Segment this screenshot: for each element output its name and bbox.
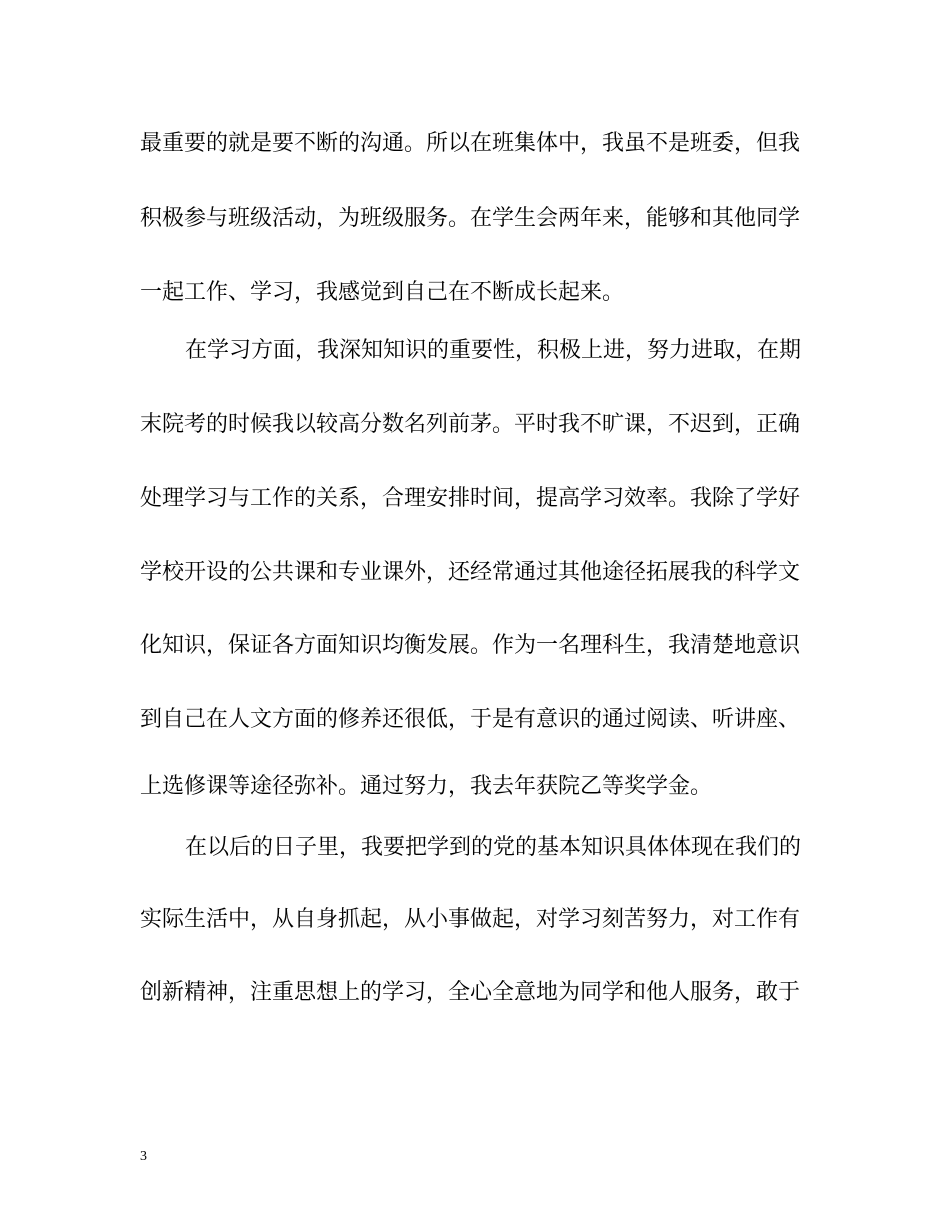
text-line-9: 到自己在人文方面的修养还很低，于是有意识的通过阅读、听讲座、 [140, 707, 800, 732]
text-line-12: 实际生活中，从自身抓起，从小事做起，对学习刻苦努力，对工作有 [140, 907, 800, 932]
text-line-2: 积极参与班级活动，为班级服务。在学生会两年来，能够和其他同学 [140, 206, 800, 231]
text-line-5: 末院考的时候我以较高分数名列前茅。平时我不旷课，不迟到，正确 [140, 412, 800, 437]
text-line-10: 上选修课等途径弥补。通过努力，我去年获院乙等奖学金。 [140, 774, 713, 799]
text-line-7: 学校开设的公共课和专业课外，还经常通过其他途径拓展我的科学文 [140, 560, 800, 585]
page-number: 3 [140, 1149, 147, 1164]
paragraph-start-line-11: 在以后的日子里，我要把学到的党的基本知识具体体现在我们的 [185, 835, 802, 860]
text-line-13: 创新精神，注重思想上的学习，全心全意地为同学和他人服务，敢于 [140, 980, 800, 1005]
text-line-8: 化知识，保证各方面知识均衡发展。作为一名理科生，我清楚地意识 [140, 633, 800, 658]
text-line-6: 处理学习与工作的关系，合理安排时间，提高学习效率。我除了学好 [140, 486, 800, 511]
text-line-3: 一起工作、学习，我感觉到自己在不断成长起来。 [140, 280, 625, 305]
paragraph-start-line-4: 在学习方面，我深知知识的重要性，积极上进，努力进取，在期 [185, 338, 802, 363]
text-line-1: 最重要的就是要不断的沟通。所以在班集体中，我虽不是班委，但我 [140, 131, 800, 156]
